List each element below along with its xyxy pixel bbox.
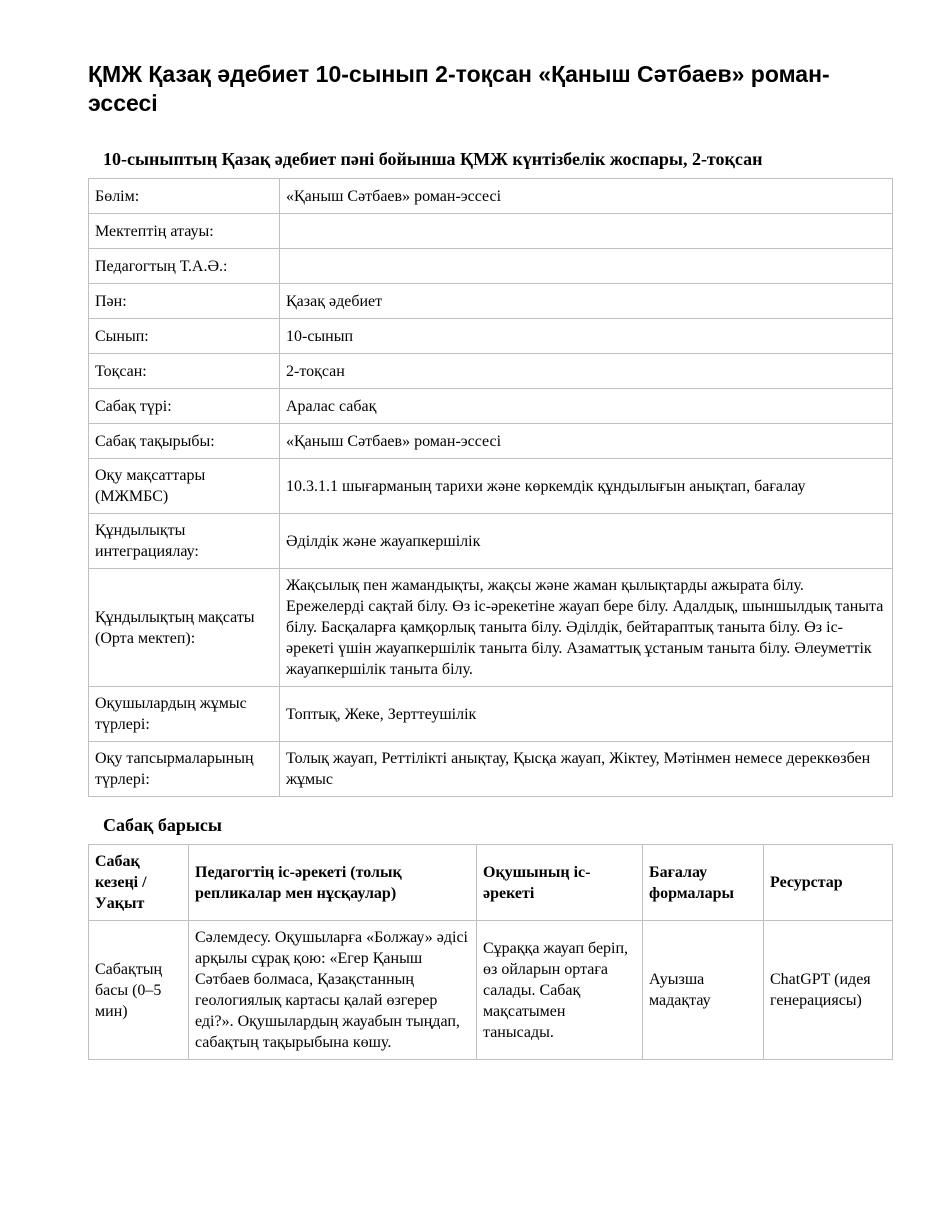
info-row — [89, 424, 893, 459]
info-value: «Қаныш Сәтбаев» роман-эссесі — [280, 179, 893, 214]
info-row — [89, 389, 893, 424]
lesson-flow-heading: Сабақ барысы — [103, 815, 222, 835]
student-activity-cell: Сұраққа жауап беріп, өз ойларын ортаға салады. Сабақ мақсатымен танысады. — [477, 921, 643, 1060]
info-label: Педагогтың Т.А.Ә.: — [89, 249, 280, 284]
info-label: Мектептің атауы: — [89, 214, 280, 249]
info-row — [89, 319, 893, 354]
lesson-flow-row — [89, 921, 893, 1060]
resources-cell: ChatGPT (идея генерациясы) — [764, 921, 893, 1060]
document-page — [88, 60, 893, 1060]
info-label: Оқу мақсаттары (МЖМБС) — [89, 459, 280, 514]
info-value: «Қаныш Сәтбаев» роман-эссесі — [280, 424, 893, 459]
info-row — [89, 687, 893, 742]
info-value: Топтық, Жеке, Зерттеушілік — [280, 687, 893, 742]
info-value: Жақсылық пен жамандықты, жақсы және жаман қылықтарды ажырата білу. Ережелерді сақтай білу. Өз іс-әрекетіне жауап бере білу. Адалдық, шыншылдық таныта білу. Басқаларға қамқорлық таныта білу. Әділдік, бейтараптық таныта білу. Өз іс-әрекеті үшін жауапкершілік таныта білу. Азаматтық ұстаным таныта білу. Әлеуметтік жауапкершілік таныта білу. — [280, 569, 893, 687]
plan-heading: 10-сыныптың Қазақ әдебиет пәні бойынша ҚМЖ күнтізбелік жоспары, 2-тоқсан — [103, 149, 763, 169]
info-value — [280, 249, 893, 284]
lesson-flow-header-row — [89, 845, 893, 921]
info-row — [89, 569, 893, 687]
info-label: Бөлім: — [89, 179, 280, 214]
info-label: Тоқсан: — [89, 354, 280, 389]
info-label: Оқушылардың жұмыс түрлері: — [89, 687, 280, 742]
lesson-flow-table — [88, 844, 893, 1060]
info-label: Құндылықтың мақсаты (Орта мектеп): — [89, 569, 280, 687]
info-label: Құндылықты интеграциялау: — [89, 514, 280, 569]
column-header-student-activity: Оқушының іс-әрекеті — [477, 845, 643, 921]
info-row — [89, 514, 893, 569]
info-value: 10-сынып — [280, 319, 893, 354]
assessment-cell: Ауызша мадақтау — [643, 921, 764, 1060]
column-header-assessment: Бағалау формалары — [643, 845, 764, 921]
info-row — [89, 249, 893, 284]
info-value: Толық жауап, Реттілікті анықтау, Қысқа жауап, Жіктеу, Мәтінмен немесе дереккөзбен жұмыс — [280, 742, 893, 797]
info-row — [89, 742, 893, 797]
info-value: Қазақ әдебиет — [280, 284, 893, 319]
info-label: Сабақ тақырыбы: — [89, 424, 280, 459]
info-row — [89, 179, 893, 214]
info-row — [89, 354, 893, 389]
document-title: ҚМЖ Қазақ әдебиет 10-сынып 2-тоқсан «Қаныш Сәтбаев» роман-эссесі — [88, 61, 830, 116]
info-value: Аралас сабақ — [280, 389, 893, 424]
info-value: Әділдік және жауапкершілік — [280, 514, 893, 569]
lesson-stage-cell: Сабақтың басы (0–5 мин) — [89, 921, 189, 1060]
info-value — [280, 214, 893, 249]
column-header-teacher-activity: Педагогтің іс-әрекеті (толық репликалар мен нұсқаулар) — [189, 845, 477, 921]
info-row — [89, 284, 893, 319]
lesson-info-table — [88, 178, 893, 797]
info-value: 10.3.1.1 шығарманың тарихи және көркемдік құндылығын анықтап, бағалау — [280, 459, 893, 514]
info-label: Пән: — [89, 284, 280, 319]
info-label: Сынып: — [89, 319, 280, 354]
column-header-resources: Ресурстар — [764, 845, 893, 921]
info-label: Сабақ түрі: — [89, 389, 280, 424]
info-row — [89, 214, 893, 249]
teacher-activity-cell: Сәлемдесу. Оқушыларға «Болжау» әдісі арқылы сұрақ қою: «Егер Қаныш Сәтбаев болмаса, Қазақстанның геологиялық картасы қалай өзгерер еді?». Оқушылардың жауабын тыңдап, сабақтың тақырыбына көшу. — [189, 921, 477, 1060]
info-value: 2-тоқсан — [280, 354, 893, 389]
info-label: Оқу тапсырмаларының түрлері: — [89, 742, 280, 797]
column-header-stage: Сабақ кезеңі / Уақыт — [89, 845, 189, 921]
info-row — [89, 459, 893, 514]
